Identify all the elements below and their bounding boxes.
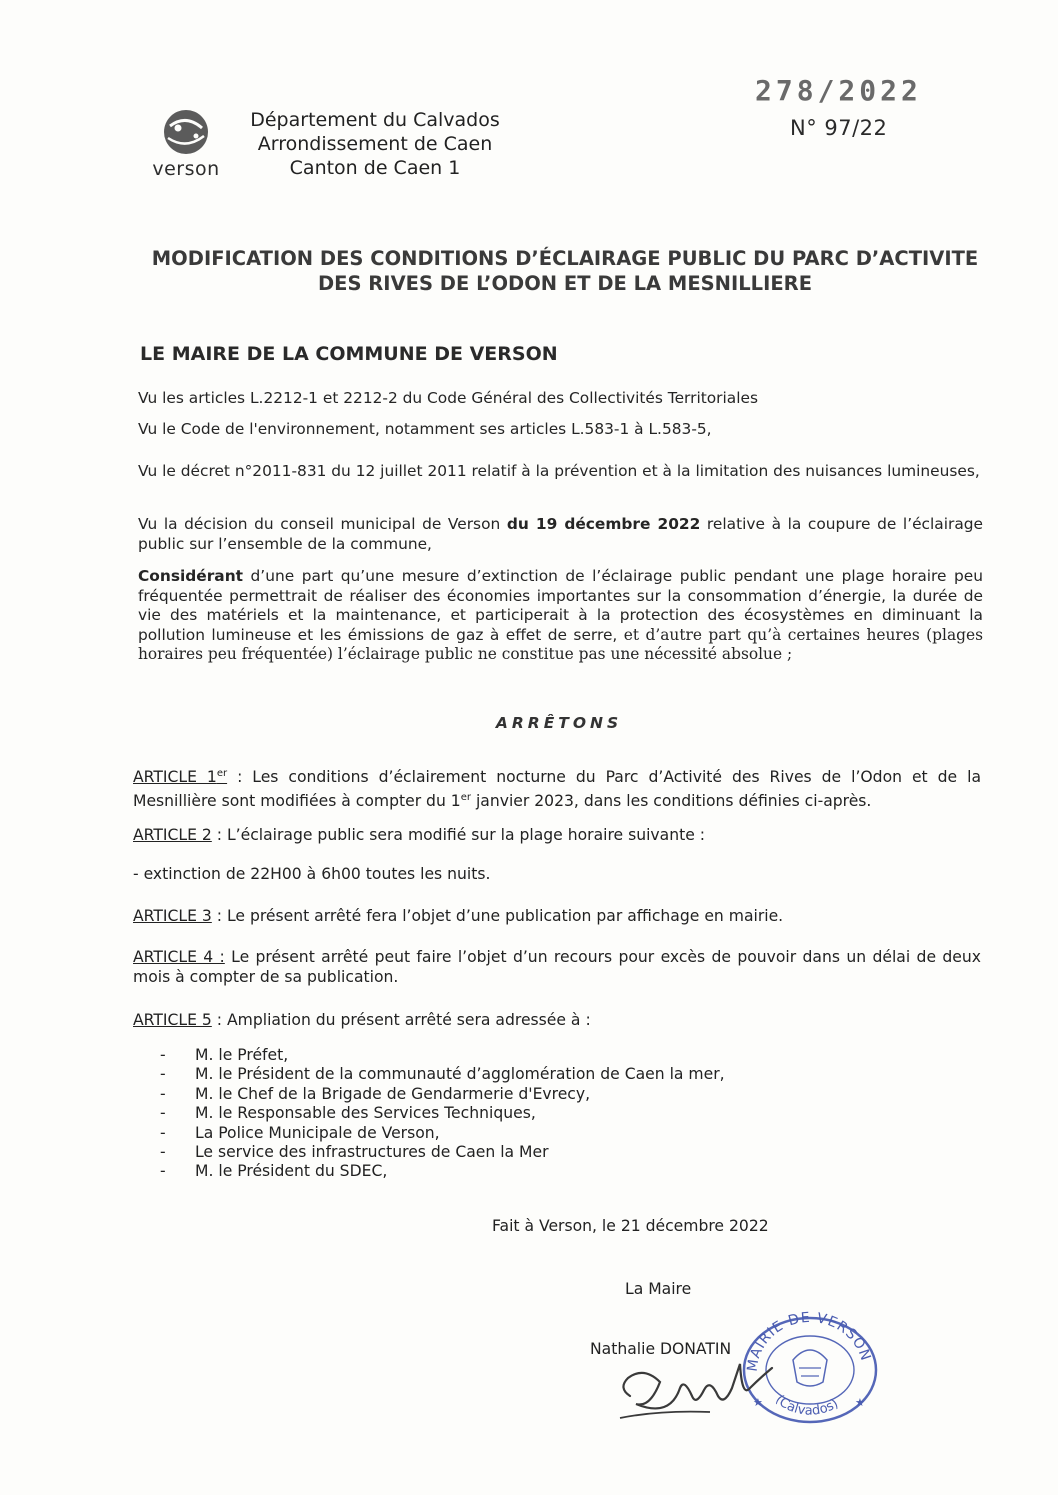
recipients-list xyxy=(145,1046,725,1182)
article-4-label: ARTICLE 4 : xyxy=(133,948,225,966)
header-department: Département du Calvados xyxy=(250,109,500,131)
document-title xyxy=(120,246,1010,296)
vu-paragraph-3: Vu le décret n°2011-831 du 12 juillet 2011 relatif à la prévention et à la limitation des nuisances lumineuses, xyxy=(138,462,980,480)
considerant-label: Considérant xyxy=(138,567,244,585)
list-item: - M. le Chef de la Brigade de Gendarmerie d'Evrecy, xyxy=(145,1085,725,1104)
signatory-role: La Maire xyxy=(625,1280,692,1298)
vu-paragraph-2: Vu le Code de l'environnement, notamment ses articles L.583-1 à L.583-5, xyxy=(138,420,712,438)
article-2-item: - extinction de 22H00 à 6h00 toutes les nuits. xyxy=(133,865,491,883)
administrative-header xyxy=(240,108,510,180)
stamp-top-text: MAIRIE DE VERSON xyxy=(744,1310,874,1373)
list-item: - M. le Président du SDEC, xyxy=(145,1162,725,1181)
handwritten-signature xyxy=(600,1348,800,1428)
header-arrondissement: Arrondissement de Caen xyxy=(257,133,493,155)
signatory-name: Nathalie DONATIN xyxy=(590,1340,732,1358)
title-line-2: DES RIVES DE L’ODON ET DE LA MESNILLIERE xyxy=(317,272,813,295)
header-canton: Canton de Caen 1 xyxy=(289,157,461,179)
vu-paragraph-1: Vu les articles L.2212-1 et 2212-2 du Code Général des Collectivités Territoriales xyxy=(138,389,758,407)
article-4: ARTICLE 4 : Le présent arrêté peut faire l’objet d’un recours pour excès de pouvoir dans un délai de deux mois à compter de sa publication. xyxy=(133,948,981,986)
article-1: ARTICLE 1er : Les conditions d’éclairement nocturne du Parc d’Activité des Rives de l’Odon et de la Mesnillière sont modifiées à compter du 1er janvier 2023, dans les conditions définies ci-après. xyxy=(133,768,981,810)
decree-number: N° 97/22 xyxy=(790,116,888,140)
list-item: - La Police Municipale de Verson, xyxy=(145,1124,725,1143)
logo-wordmark: verson xyxy=(152,158,220,180)
considerant-text-1: d’une part qu’une mesure d’extinction de l’éclairage public pendant une plage horaire peu fréquentée permettrait de réaliser des économies importantes sur la consommation d’énergie, la durée de vie des matériels et la maintenance, et participerait à la protection des écosystèmes en diminuant la pollution lumineuse et les émissions de gaz à effet de serre, xyxy=(138,567,983,644)
article-2: ARTICLE 2 : L’éclairage public sera modifié sur la plage horaire suivante : xyxy=(133,826,706,844)
article-1-label: ARTICLE 1er xyxy=(133,768,228,787)
verson-logo-icon xyxy=(140,106,232,158)
list-item: - Le service des infrastructures de Caen la Mer xyxy=(145,1143,725,1162)
maire-heading: LE MAIRE DE LA COMMUNE DE VERSON xyxy=(140,343,558,365)
title-line-1: MODIFICATION DES CONDITIONS D’ÉCLAIRAGE PUBLIC DU PARC D’ACTIVITE xyxy=(151,247,979,270)
vu-paragraph-4 xyxy=(138,515,983,554)
vu-4-a: Vu la décision du conseil municipal de Verson xyxy=(138,515,507,533)
article-5: ARTICLE 5 : Ampliation du présent arrêté sera adressée à : xyxy=(133,1011,591,1029)
arretons-heading: ARRÊTONS xyxy=(495,714,623,732)
svg-text:★: ★ xyxy=(753,1396,763,1409)
vu-4-date: du 19 décembre 2022 xyxy=(506,515,701,533)
vu-4-c: relative à la coupure de l’éclairage public sur l’ensemble de la commune, xyxy=(138,515,983,553)
stamp-bottom-text: (Calvados) xyxy=(772,1392,842,1419)
considerant-text-2: et d’autre part qu’à certaines heures (plages horaires peu fréquentée) l’éclairage public ne constitue pas une nécessité absolue ; xyxy=(138,625,983,663)
svg-text:★: ★ xyxy=(855,1396,865,1409)
article-2-label: ARTICLE 2 xyxy=(133,826,212,844)
list-item: - M. le Responsable des Services Techniques, xyxy=(145,1104,725,1123)
considerant-paragraph xyxy=(138,567,983,665)
list-item: - M. le Préfet, xyxy=(145,1046,725,1065)
article-3: ARTICLE 3 : Le présent arrêté fera l’objet d’une publication par affichage en mairie. xyxy=(133,907,784,925)
article-5-label: ARTICLE 5 xyxy=(133,1011,212,1029)
list-item: - M. le Président de la communauté d’agglomération de Caen la mer, xyxy=(145,1065,725,1084)
article-3-label: ARTICLE 3 xyxy=(133,907,212,925)
registration-stamp: 278/2022 xyxy=(755,74,922,107)
verson-logo xyxy=(140,106,232,182)
place-date: Fait à Verson, le 21 décembre 2022 xyxy=(492,1217,769,1235)
